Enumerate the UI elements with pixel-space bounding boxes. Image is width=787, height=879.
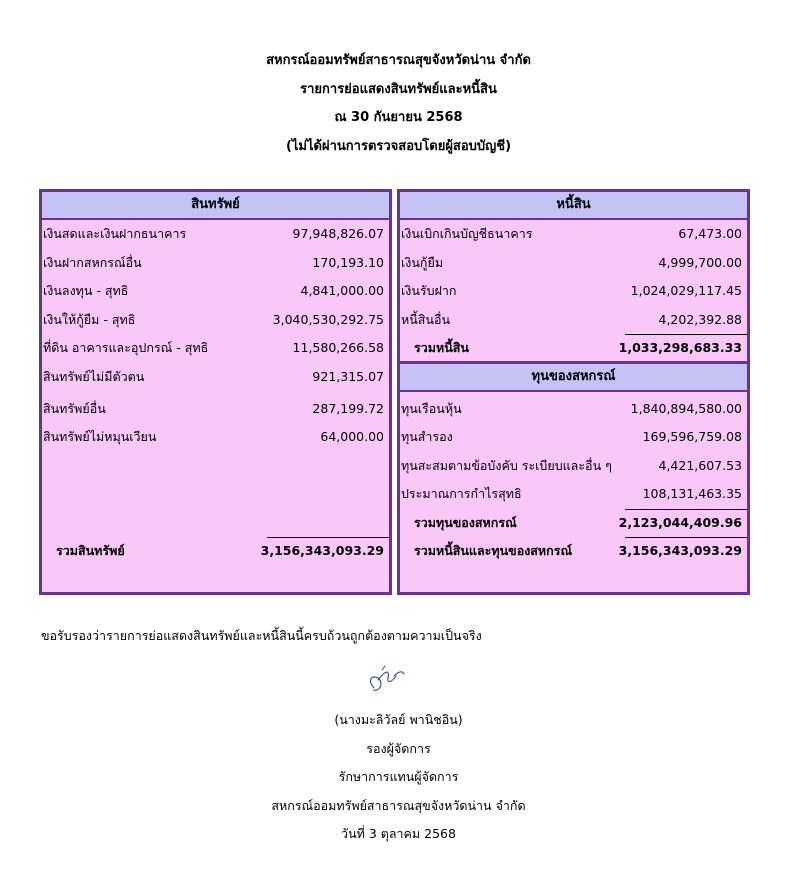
assets-heading: สินทรัพย์ — [42, 192, 389, 220]
liability-value: 1,024,029,117.45 — [630, 283, 742, 298]
equity-total-row — [400, 509, 747, 537]
liability-label: เงินกู้ยืม — [401, 255, 444, 270]
liability-row — [400, 306, 747, 334]
signatory-position: รองผู้จัดการ — [366, 740, 431, 756]
asset-row — [42, 306, 389, 334]
equity-row — [400, 423, 747, 451]
asset-value: 4,841,000.00 — [300, 283, 384, 298]
liabilities-total-value: 1,033,298,683.33 — [618, 340, 742, 355]
asset-row — [42, 334, 389, 362]
assets-total-row — [42, 537, 389, 565]
liability-row — [400, 277, 747, 305]
equity-value: 169,596,759.08 — [642, 429, 742, 444]
liability-label: เงินเบิกเกินบัญชีธนาคาร — [401, 226, 533, 241]
asset-label: สินทรัพย์ไม่มีตัวตน — [43, 369, 145, 384]
signatory-name: (นางมะลิวัลย์ พานิชอิน) — [334, 712, 463, 727]
asset-value: 3,040,530,292.75 — [272, 312, 384, 327]
equity-total-value: 2,123,044,409.96 — [618, 515, 742, 530]
asset-row — [42, 220, 389, 248]
liability-value: 4,202,392.88 — [658, 312, 742, 327]
signatory-acting: รักษาการแทนผู้จัดการ — [338, 769, 459, 784]
grand-total-label: รวมหนี้สินและทุนของสหกรณ์ — [414, 543, 573, 558]
signature-image — [354, 658, 416, 702]
equity-row — [400, 395, 747, 423]
org-name: สหกรณ์ออมทรัพย์สาธารณสุขจังหวัดน่าน จำกัด — [266, 53, 531, 68]
equity-heading: ทุนของสหกรณ์ — [400, 361, 747, 392]
equity-label: ทุนเรือนหุ้น — [401, 401, 462, 416]
asset-row — [42, 363, 389, 391]
asset-label: สินทรัพย์ไม่หมุนเวียน — [43, 429, 157, 444]
asset-row — [42, 277, 389, 305]
asset-row — [42, 423, 389, 451]
sign-date: วันที่ 3 ตุลาคม 2568 — [341, 826, 456, 841]
equity-total-label: รวมทุนของสหกรณ์ — [414, 515, 517, 530]
equity-label: ทุนสำรอง — [401, 429, 453, 444]
asset-value: 287,199.72 — [312, 401, 384, 416]
asset-value: 11,580,266.58 — [292, 340, 384, 355]
asset-row — [42, 249, 389, 277]
assets-total-label: รวมสินทรัพย์ — [56, 543, 125, 558]
liabilities-total-label: รวมหนี้สิน — [414, 340, 469, 355]
asset-value: 64,000.00 — [320, 429, 384, 444]
liabilities-heading: หนี้สิน — [400, 192, 747, 220]
liability-value: 67,473.00 — [678, 226, 742, 241]
asset-row — [42, 395, 389, 423]
liability-value: 4,999,700.00 — [658, 255, 742, 270]
equity-row — [400, 452, 747, 480]
liabilities-total-row — [400, 334, 747, 362]
equity-value: 4,421,607.53 — [658, 458, 742, 473]
liability-label: เงินรับฝาก — [401, 283, 457, 298]
asset-label: ที่ดิน อาคารและอุปกรณ์ - สุทธิ — [43, 340, 209, 355]
audit-note: (ไม่ได้ผ่านการตรวจสอบโดยผู้สอบบัญชี) — [285, 138, 512, 154]
certification-text: ขอรับรองว่ารายการย่อแสดงสินทรัพย์และหนี้สินนี้ครบถ้วนถูกต้องตามความเป็นจริง — [41, 628, 482, 643]
assets-panel — [39, 189, 392, 595]
asset-value: 97,948,826.07 — [292, 226, 384, 241]
asset-value: 921,315.07 — [312, 369, 384, 384]
equity-value: 108,131,463.35 — [642, 486, 742, 501]
report-date: ณ 30 กันยายน 2568 — [334, 110, 463, 125]
assets-total-value: 3,156,343,093.29 — [260, 543, 384, 558]
liability-label: หนี้สินอื่น — [401, 312, 451, 327]
equity-label: ทุนสะสมตามข้อบังคับ ระเบียบและอื่น ๆ — [401, 458, 612, 473]
asset-label: สินทรัพย์อื่น — [43, 401, 106, 416]
asset-label: เงินฝากสหกรณ์อื่น — [43, 255, 142, 270]
report-header — [0, 50, 787, 164]
equity-label: ประมาณการกำไรสุทธิ — [401, 486, 522, 501]
asset-value: 170,193.10 — [312, 255, 384, 270]
asset-label: เงินสดและเงินฝากธนาคาร — [43, 226, 187, 241]
asset-label: เงินให้กู้ยืม - สุทธิ — [43, 312, 136, 327]
grand-total-value: 3,156,343,093.29 — [618, 543, 742, 558]
liability-row — [400, 249, 747, 277]
grand-total-row — [400, 537, 747, 565]
liability-row — [400, 220, 747, 248]
equity-value: 1,840,894,580.00 — [630, 401, 742, 416]
equity-row — [400, 480, 747, 508]
liabilities-equity-panel — [397, 189, 750, 595]
asset-label: เงินลงทุน - สุทธิ — [43, 283, 129, 298]
report-title: รายการย่อแสดงสินทรัพย์และหนี้สิน — [300, 81, 497, 97]
signatory-org: สหกรณ์ออมทรัพย์สาธารณสุขจังหวัดน่าน จำกัด — [271, 797, 526, 813]
signature-block — [0, 708, 787, 851]
